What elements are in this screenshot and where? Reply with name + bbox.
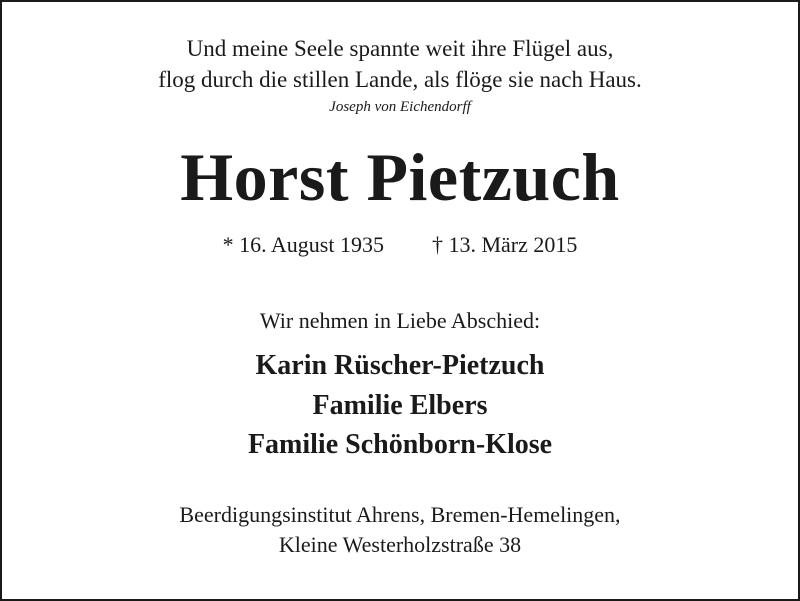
mourner-name: Karin Rüscher-Pietzuch (255, 350, 545, 381)
deceased-name: Horst Pietzuch (180, 139, 620, 215)
funeral-home-line-2: Kleine Westerholzstraße 38 (278, 532, 522, 557)
poem-line-2: flog durch die stillen Lande, als flöge sie nach Haus. (158, 67, 642, 92)
mourner-name: Familie Elbers (312, 390, 488, 421)
birth-date: * 16. August 1935 (222, 232, 384, 257)
poem-line-1: Und meine Seele spannte weit ihre Flügel aus, (186, 36, 614, 61)
mourner-name: Familie Schönborn-Klose (247, 429, 553, 460)
farewell-text: Wir nehmen in Liebe Abschied: (259, 308, 541, 333)
poem-author: Joseph von Eichendorff (329, 99, 471, 115)
death-date: † 13. März 2015 (431, 232, 578, 257)
funeral-home-line-1: Beerdigungsinstitut Ahrens, Bremen-Hemelingen, (179, 502, 621, 527)
life-dates (2, 232, 798, 258)
